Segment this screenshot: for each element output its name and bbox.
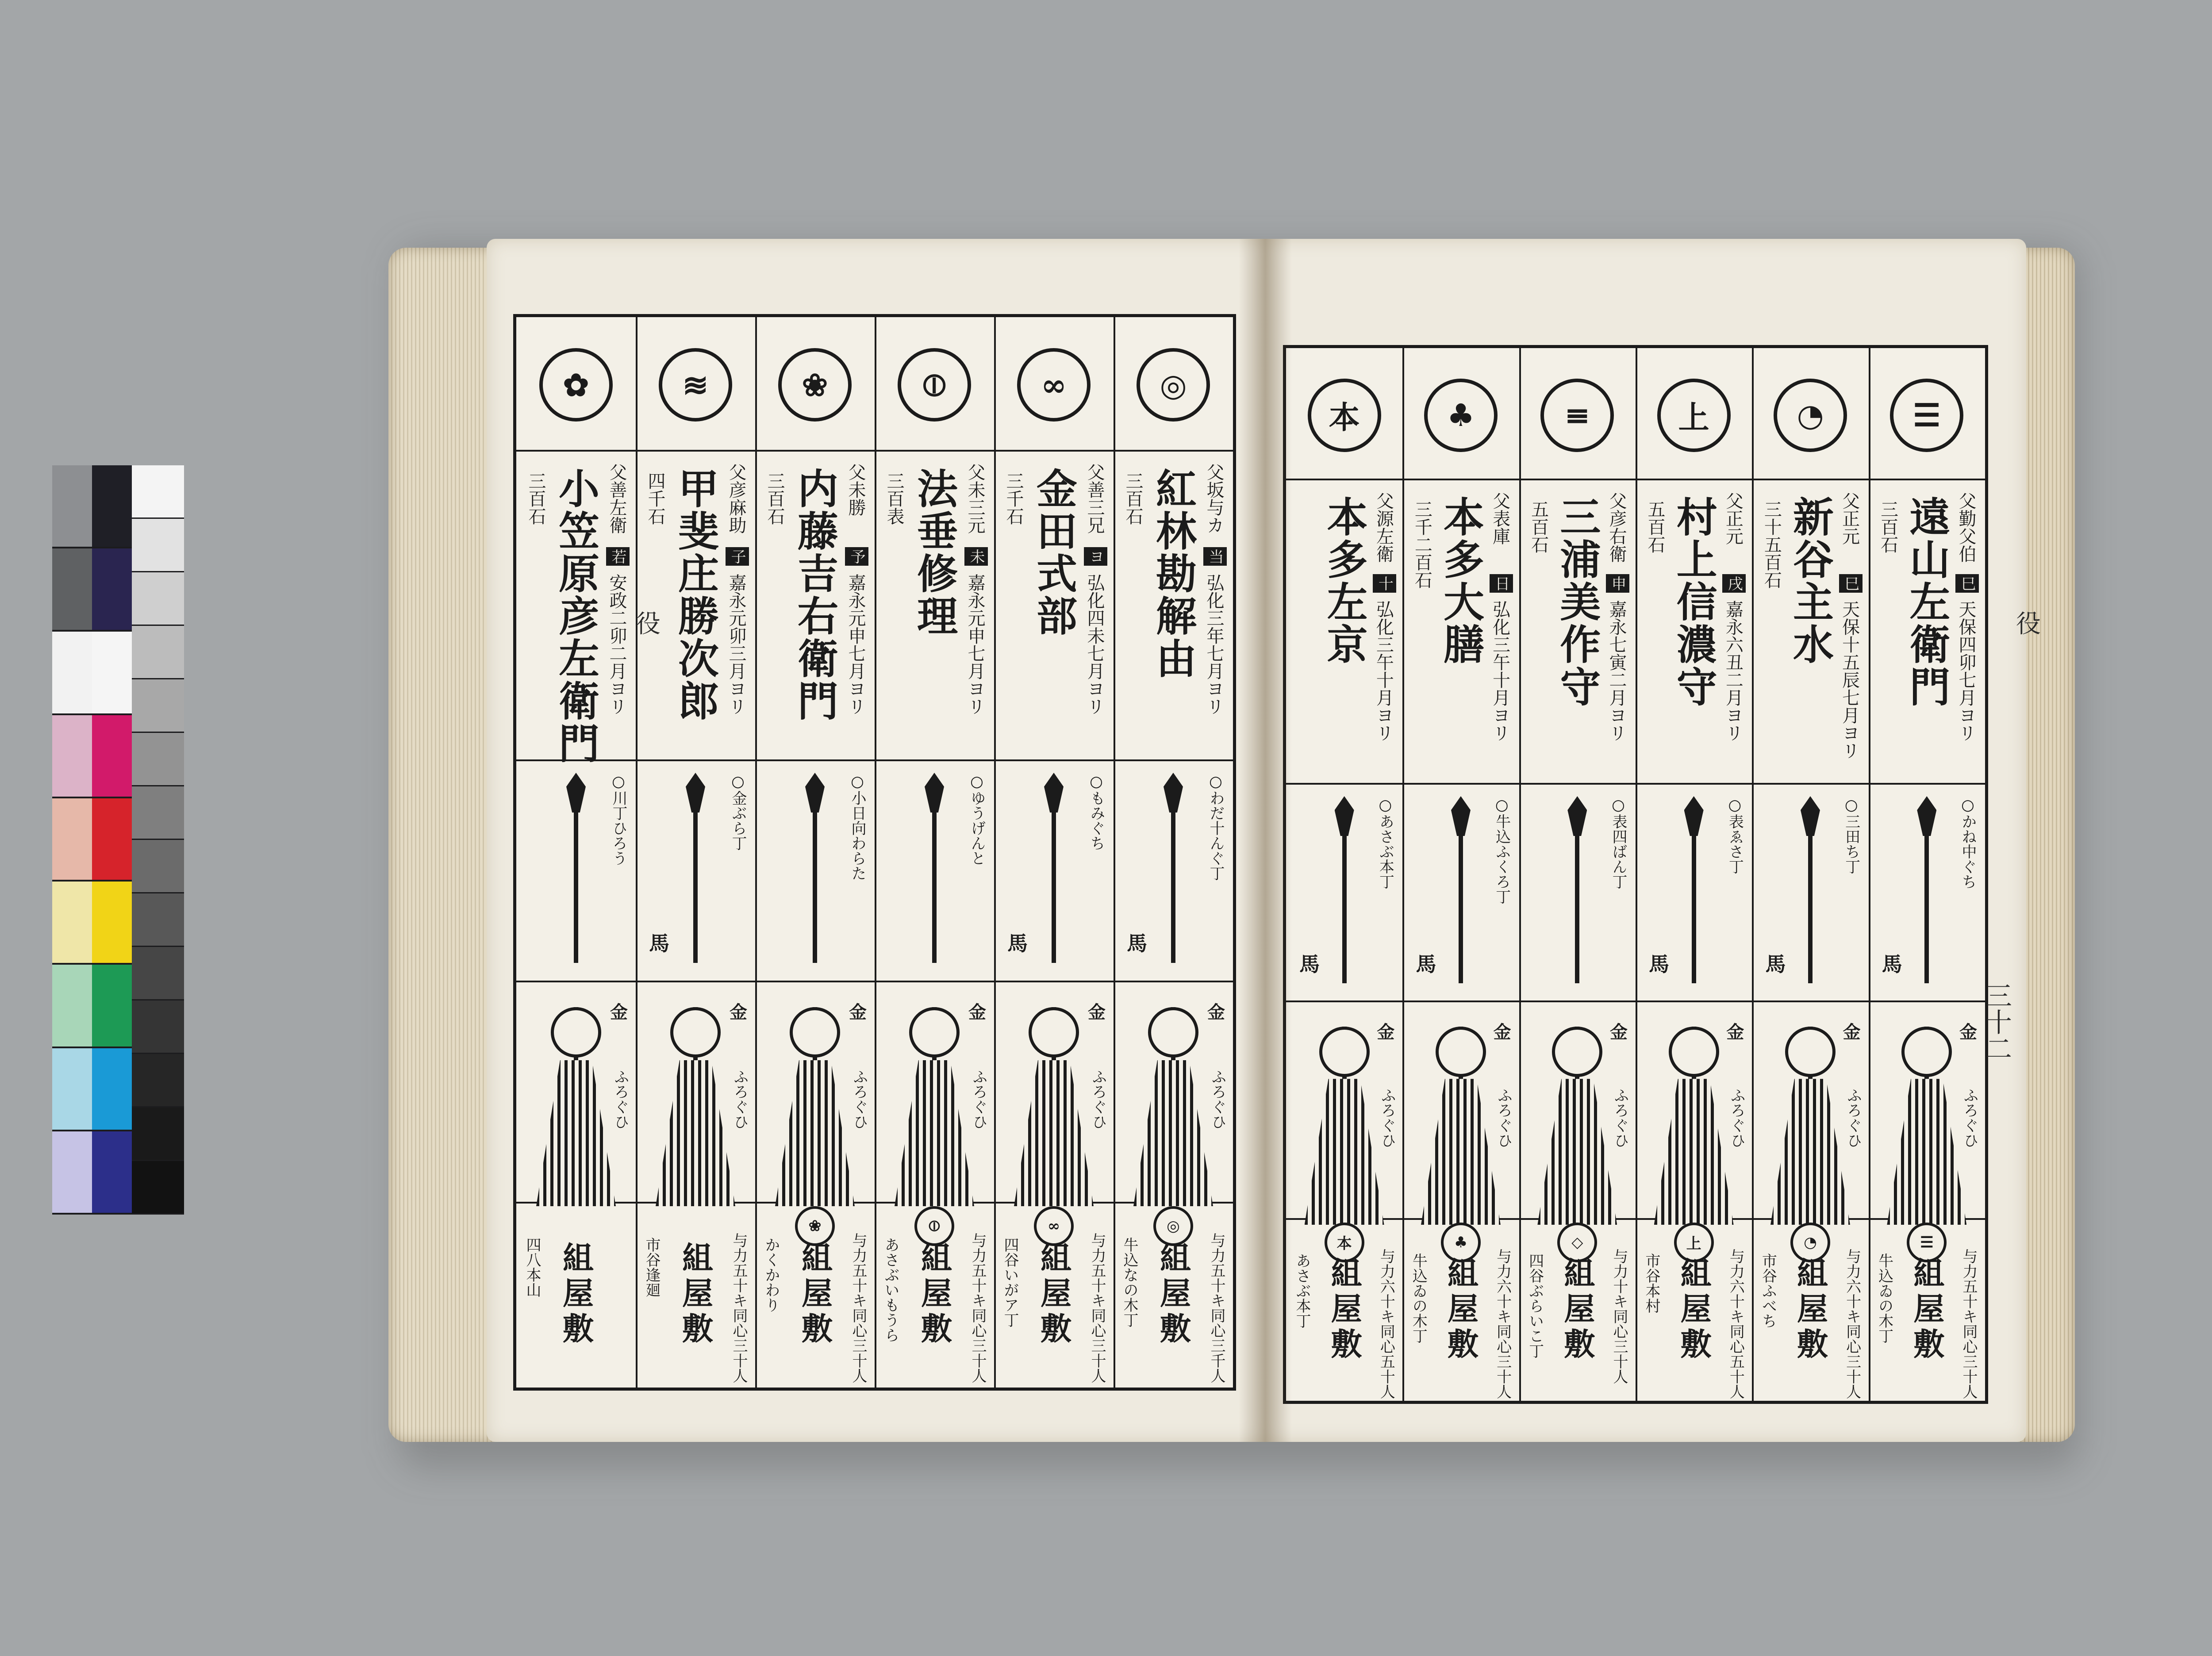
standard-ring-icon bbox=[1785, 1027, 1836, 1077]
spear-note: ○表ゑさ丁 bbox=[1726, 796, 1744, 874]
appointment-date: 弘化四未七月ヨリ bbox=[1084, 574, 1105, 715]
horse-mark: 馬 bbox=[1416, 952, 1436, 977]
small-crest-icon: ◎ bbox=[1153, 1206, 1193, 1246]
appointment-date: 嘉永元申七月ヨリ bbox=[845, 574, 866, 715]
family-crest-icon: ◎ bbox=[1137, 348, 1210, 422]
address-text: 四谷いがア丁 bbox=[1001, 1237, 1019, 1327]
family-crest-icon: 本 bbox=[1308, 379, 1381, 452]
spear-shaft bbox=[574, 795, 578, 963]
small-crest-icon: ☰ bbox=[1907, 1223, 1947, 1262]
entry-column bbox=[1114, 317, 1233, 1388]
official-name: 遠山左衛門 bbox=[1903, 496, 1951, 709]
color-checker-strip bbox=[52, 465, 184, 1215]
stipend-text: 三百石 bbox=[526, 472, 546, 525]
spear-note: ○小日向わらた bbox=[849, 773, 866, 881]
spear-note: ○牛込ふくろ丁 bbox=[1493, 796, 1511, 904]
spear-head-icon bbox=[1684, 796, 1704, 836]
family-crest-icon: ≡ bbox=[1540, 379, 1614, 452]
tassel-icon bbox=[775, 1060, 855, 1206]
checker-patch bbox=[52, 715, 92, 797]
spear-head-icon bbox=[1917, 796, 1936, 836]
checker-patch bbox=[92, 1048, 132, 1130]
kumi-yashiki: 組屋敷 bbox=[916, 1242, 953, 1348]
standard-ring-icon bbox=[1436, 1027, 1486, 1077]
tassel-icon bbox=[895, 1060, 974, 1206]
zodiac-tag: 巳 bbox=[1839, 574, 1863, 593]
spear-head-icon bbox=[566, 773, 586, 813]
zodiac-tag: 巳 bbox=[1955, 574, 1979, 593]
spear-head-icon bbox=[1044, 773, 1064, 813]
standard-ring-icon bbox=[1669, 1027, 1719, 1077]
tassel-icon bbox=[1305, 1079, 1384, 1225]
entry-column bbox=[1519, 348, 1636, 1401]
kumi-yashiki: 組屋敷 bbox=[1442, 1257, 1479, 1364]
checker-patch bbox=[52, 1131, 92, 1213]
father-text: 父勤父伯 bbox=[1955, 491, 1976, 563]
entry-column bbox=[1869, 348, 1985, 1401]
gold-mark: 金 bbox=[1843, 1021, 1861, 1043]
horse-mark: 馬 bbox=[1007, 932, 1028, 955]
spear-shaft bbox=[1459, 818, 1463, 983]
family-crest-icon: ☰ bbox=[1890, 379, 1963, 452]
spear-head-icon bbox=[1451, 796, 1471, 836]
tassel-icon bbox=[1421, 1079, 1501, 1225]
father-text: 父坂与カ bbox=[1204, 463, 1224, 534]
gray-step-patch bbox=[132, 465, 184, 518]
zodiac-tag: ヨ bbox=[1084, 547, 1107, 566]
small-crest-icon: ⦶ bbox=[914, 1206, 954, 1246]
gray-step-patch bbox=[132, 840, 184, 892]
gray-step-patch bbox=[132, 1000, 184, 1053]
right-page-frame bbox=[1283, 345, 1988, 1404]
book-gutter bbox=[1239, 239, 1292, 1442]
kumi-yashiki: 組屋敷 bbox=[1559, 1257, 1596, 1364]
tassel-icon bbox=[1770, 1079, 1850, 1225]
left-page-edges bbox=[388, 248, 499, 1442]
entry-column bbox=[1636, 348, 1752, 1401]
personnel-quota: 与力五十キ同心三千人 bbox=[1208, 1233, 1225, 1383]
stipend-text: 三千二百石 bbox=[1412, 500, 1432, 589]
spear-note: ○かね中ぐち bbox=[1959, 796, 1977, 889]
personnel-quota: 与力五十キ同心三十人 bbox=[849, 1233, 867, 1383]
standard-ring-icon bbox=[1029, 1007, 1079, 1058]
checker-patch bbox=[92, 465, 132, 547]
gray-step-patch bbox=[132, 733, 184, 785]
gold-mark: 金 bbox=[1493, 1021, 1511, 1043]
checker-patch bbox=[92, 715, 132, 797]
kumi-yashiki: 組屋敷 bbox=[1675, 1257, 1713, 1364]
small-crest-icon: 上 bbox=[1674, 1223, 1714, 1262]
personnel-quota: 与力五十キ同心三十人 bbox=[969, 1233, 987, 1383]
page-number: 三十二 bbox=[1981, 982, 2012, 1062]
gold-mark: 金 bbox=[1207, 1002, 1225, 1023]
official-name: 村上信濃守 bbox=[1670, 496, 1718, 709]
kumi-yashiki: 組屋敷 bbox=[677, 1242, 714, 1348]
official-name: 甲斐庄勝次郎 bbox=[672, 468, 719, 722]
gray-step-patch bbox=[132, 572, 184, 625]
spear-shaft bbox=[813, 795, 817, 963]
stipend-text: 三百石 bbox=[764, 472, 785, 525]
entry-column bbox=[1286, 348, 1402, 1401]
father-text: 父彦麻助 bbox=[726, 463, 746, 534]
father-text: 父表庫 bbox=[1490, 491, 1510, 545]
family-crest-icon: ❀ bbox=[778, 348, 852, 422]
stipend-text: 三百石 bbox=[1123, 472, 1143, 525]
spear-shaft bbox=[693, 795, 698, 963]
address-text: 牛込ゐの木丁 bbox=[1875, 1253, 1893, 1343]
appointment-date: 嘉永七寅二月ヨリ bbox=[1606, 600, 1627, 742]
small-crest-icon: 本 bbox=[1325, 1223, 1364, 1262]
small-crest-icon: ◔ bbox=[1790, 1223, 1830, 1262]
gold-mark: 金 bbox=[968, 1002, 986, 1023]
personnel-quota: 与力六十キ同心五十人 bbox=[1377, 1248, 1395, 1399]
entry-column bbox=[516, 317, 636, 1388]
family-crest-icon: ⦶ bbox=[898, 348, 971, 422]
father-text: 父正元 bbox=[1723, 491, 1743, 545]
appointment-date: 天保十五辰七月ヨリ bbox=[1839, 600, 1860, 760]
official-name: 内藤吉右衛門 bbox=[791, 468, 839, 722]
stipend-text: 三百石 bbox=[1878, 500, 1898, 554]
gold-mark: 金 bbox=[1088, 1002, 1106, 1023]
personnel-quota: 与力五十キ同心三十人 bbox=[1088, 1233, 1106, 1383]
standard-ring-icon bbox=[1148, 1007, 1198, 1058]
kumi-yashiki: 組屋敷 bbox=[1326, 1257, 1363, 1364]
personnel-quota: 与力五十キ同心三十人 bbox=[1959, 1248, 1978, 1399]
horse-mark: 馬 bbox=[1882, 952, 1902, 977]
right-margin-character: 役 bbox=[2012, 610, 2041, 635]
personnel-quota: 与力六十キ同心五十人 bbox=[1727, 1248, 1745, 1399]
family-crest-icon: ≋ bbox=[659, 348, 732, 422]
spear-shaft bbox=[1924, 818, 1929, 983]
appointment-date: 嘉永元卯三月ヨリ bbox=[726, 574, 746, 715]
small-crest-icon: ∞ bbox=[1034, 1206, 1074, 1246]
spear-shaft bbox=[1171, 795, 1175, 963]
spear-head-icon bbox=[1567, 796, 1587, 836]
father-text: 父未三元 bbox=[965, 463, 985, 534]
address-text: かくかわり bbox=[762, 1237, 780, 1312]
standard-ring-icon bbox=[790, 1007, 840, 1058]
personnel-quota: 与力六十キ同心三十人 bbox=[1494, 1248, 1512, 1399]
standard-ring-icon bbox=[1552, 1027, 1602, 1077]
spear-head-icon bbox=[1335, 796, 1354, 836]
gray-step-patch bbox=[132, 519, 184, 571]
gray-step-patch bbox=[132, 1108, 184, 1160]
stipend-text: 五百石 bbox=[1528, 500, 1549, 554]
gold-mark: 金 bbox=[1959, 1021, 1977, 1043]
father-text: 父善三兄 bbox=[1084, 463, 1105, 534]
right-page bbox=[1265, 239, 2026, 1442]
entry-column bbox=[755, 317, 875, 1388]
father-text: 父未勝 bbox=[845, 463, 866, 516]
checker-patch bbox=[52, 798, 92, 880]
official-name: 法垂修理 bbox=[910, 468, 958, 637]
checker-patch bbox=[92, 548, 132, 630]
stipend-text: 三千石 bbox=[1003, 472, 1024, 525]
tassel-note: ふろぐひ bbox=[611, 1069, 629, 1129]
official-name: 本多左京 bbox=[1320, 496, 1368, 666]
horse-mark: 馬 bbox=[1299, 952, 1320, 977]
horse-mark: 馬 bbox=[649, 932, 669, 955]
zodiac-tag: 未 bbox=[964, 547, 988, 566]
gold-mark: 金 bbox=[1609, 1021, 1628, 1043]
spear-note: ○ゆうげんと bbox=[968, 773, 986, 866]
kumi-yashiki: 組屋敷 bbox=[1035, 1242, 1072, 1348]
appointment-date: 天保四卯七月ヨリ bbox=[1955, 600, 1976, 742]
standard-ring-icon bbox=[670, 1007, 721, 1058]
tassel-icon bbox=[1654, 1079, 1734, 1225]
gray-step-patch bbox=[132, 626, 184, 678]
checker-patch bbox=[92, 1131, 132, 1213]
checker-patch bbox=[52, 965, 92, 1046]
official-name: 金田式部 bbox=[1030, 468, 1078, 637]
horse-mark: 馬 bbox=[1765, 952, 1786, 977]
kumi-yashiki: 組屋敷 bbox=[557, 1242, 595, 1348]
gold-mark: 金 bbox=[1377, 1021, 1395, 1043]
official-name: 紅林勘解由 bbox=[1149, 468, 1197, 680]
spear-shaft bbox=[1575, 818, 1579, 983]
family-crest-icon: ♣ bbox=[1424, 379, 1498, 452]
spear-shaft bbox=[932, 795, 937, 963]
gray-step-patch bbox=[132, 947, 184, 999]
gray-step-patch bbox=[132, 1054, 184, 1106]
spear-note: ○わだ十んぐ丁 bbox=[1207, 773, 1225, 881]
tassel-note: ふろぐひ bbox=[1728, 1087, 1746, 1148]
entry-column bbox=[994, 317, 1114, 1388]
gold-mark: 金 bbox=[849, 1002, 867, 1023]
small-crest-icon: ❀ bbox=[795, 1206, 835, 1246]
kumi-yashiki: 組屋敷 bbox=[1908, 1257, 1945, 1364]
address-text: 市谷本村 bbox=[1643, 1253, 1660, 1313]
kumi-yashiki: 組屋敷 bbox=[1155, 1242, 1192, 1348]
stipend-text: 四千石 bbox=[645, 472, 665, 525]
entry-column bbox=[1752, 348, 1868, 1401]
appointment-date: 弘化三午十月ヨリ bbox=[1490, 600, 1510, 742]
address-text: あさぶいもうら bbox=[882, 1237, 899, 1342]
tassel-note: ふろぐひ bbox=[1960, 1087, 1978, 1148]
tassel-note: ふろぐひ bbox=[1378, 1087, 1396, 1148]
checker-patch bbox=[52, 882, 92, 963]
horse-mark: 馬 bbox=[1127, 932, 1147, 955]
appointment-date: 弘化三午十月ヨリ bbox=[1373, 600, 1394, 742]
tassel-note: ふろぐひ bbox=[1209, 1069, 1226, 1129]
tassel-note: ふろぐひ bbox=[1611, 1087, 1629, 1148]
tassel-note: ふろぐひ bbox=[1844, 1087, 1862, 1148]
stipend-text: 三十五百石 bbox=[1761, 500, 1782, 589]
gold-mark: 金 bbox=[730, 1002, 747, 1023]
spear-shaft bbox=[1692, 818, 1696, 983]
spear-note: ○川丁ひろう bbox=[610, 773, 627, 866]
address-text: 牛込ゐの木丁 bbox=[1409, 1253, 1428, 1343]
spear-head-icon bbox=[1164, 773, 1183, 813]
checker-patch bbox=[92, 632, 132, 713]
address-text: 市谷ふべち bbox=[1759, 1253, 1777, 1328]
address-text: あさぶ本丁 bbox=[1293, 1253, 1311, 1328]
kumi-yashiki: 組屋敷 bbox=[796, 1242, 833, 1348]
gray-step-patch bbox=[132, 893, 184, 946]
personnel-quota: 与力六十キ同心三十人 bbox=[1843, 1248, 1861, 1399]
left-page bbox=[487, 239, 1265, 1442]
left-margin-character: 役 bbox=[632, 610, 661, 635]
horse-mark: 馬 bbox=[1649, 952, 1669, 977]
family-crest-icon: ∞ bbox=[1017, 348, 1091, 422]
appointment-date: 弘化三年七月ヨリ bbox=[1204, 574, 1224, 715]
checker-patch bbox=[52, 632, 92, 713]
standard-ring-icon bbox=[909, 1007, 960, 1058]
checker-patch bbox=[52, 548, 92, 630]
zodiac-tag: 戌 bbox=[1722, 574, 1746, 593]
small-crest-icon: ◇ bbox=[1557, 1223, 1597, 1262]
gray-step-patch bbox=[132, 679, 184, 732]
zodiac-tag: 当 bbox=[1203, 547, 1227, 566]
standard-ring-icon bbox=[551, 1007, 601, 1058]
address-text: 市谷逢廻 bbox=[643, 1237, 661, 1297]
family-crest-icon: ◔ bbox=[1774, 379, 1847, 452]
zodiac-tag: 予 bbox=[845, 547, 868, 566]
stipend-text: 三百表 bbox=[884, 472, 904, 525]
father-text: 父善左衛 bbox=[607, 463, 627, 534]
spear-note: ○三田ち丁 bbox=[1842, 796, 1860, 874]
checker-patch bbox=[92, 882, 132, 963]
checker-patch bbox=[52, 465, 92, 547]
kumi-yashiki: 組屋敷 bbox=[1792, 1257, 1829, 1364]
spear-shaft bbox=[1342, 818, 1347, 983]
spear-note: ○あさぶ本丁 bbox=[1376, 796, 1394, 889]
checker-patch bbox=[52, 1048, 92, 1130]
family-crest-icon: ✿ bbox=[539, 348, 613, 422]
tassel-icon bbox=[1133, 1060, 1213, 1206]
spear-note: ○金ぶら丁 bbox=[729, 773, 747, 851]
appointment-date: 安政二卯二月ヨリ bbox=[607, 574, 627, 715]
checker-patch bbox=[92, 965, 132, 1046]
tassel-icon bbox=[1014, 1060, 1094, 1206]
father-text: 父源左衛 bbox=[1373, 491, 1394, 563]
address-text: 牛込なの木丁 bbox=[1121, 1237, 1138, 1327]
standard-ring-icon bbox=[1319, 1027, 1370, 1077]
gray-step-patch bbox=[132, 786, 184, 839]
gray-step-patch bbox=[132, 1161, 184, 1213]
zodiac-tag: 日 bbox=[1490, 574, 1513, 593]
spear-head-icon bbox=[686, 773, 705, 813]
tassel-note: ふろぐひ bbox=[970, 1069, 987, 1129]
zodiac-tag: 子 bbox=[726, 547, 749, 566]
left-page-frame bbox=[513, 314, 1236, 1391]
tassel-icon bbox=[656, 1060, 735, 1206]
checker-patch bbox=[92, 798, 132, 880]
family-crest-icon: 上 bbox=[1657, 379, 1731, 452]
tassel-note: ふろぐひ bbox=[1494, 1087, 1513, 1148]
personnel-quota: 与力五十キ同心三十人 bbox=[730, 1233, 748, 1383]
father-text: 父彦右衛 bbox=[1606, 491, 1627, 563]
gold-mark: 金 bbox=[610, 1002, 628, 1023]
entry-column bbox=[636, 317, 755, 1388]
official-name: 小笠原彦左衛門 bbox=[552, 468, 600, 765]
address-text: 四谷ぶらいこ丁 bbox=[1526, 1253, 1544, 1358]
zodiac-tag: 申 bbox=[1606, 574, 1629, 593]
appointment-date: 嘉永六丑二月ヨリ bbox=[1723, 600, 1743, 742]
official-name: 三浦美作守 bbox=[1553, 496, 1601, 709]
tassel-icon bbox=[1887, 1079, 1966, 1225]
father-text: 父正元 bbox=[1839, 491, 1860, 545]
spear-note: ○表四ばん丁 bbox=[1609, 796, 1627, 889]
entry-column bbox=[875, 317, 994, 1388]
tassel-note: ふろぐひ bbox=[1089, 1069, 1107, 1129]
tassel-note: ふろぐひ bbox=[731, 1069, 749, 1129]
zodiac-tag: 若 bbox=[606, 547, 630, 566]
spear-shaft bbox=[1808, 818, 1813, 983]
standard-ring-icon bbox=[1901, 1027, 1952, 1077]
spear-head-icon bbox=[1801, 796, 1820, 836]
personnel-quota: 与力十キ同心三十人 bbox=[1610, 1248, 1628, 1384]
spear-shaft bbox=[1052, 795, 1056, 963]
gold-mark: 金 bbox=[1726, 1021, 1744, 1043]
zodiac-tag: 十 bbox=[1373, 574, 1396, 593]
stipend-text: 五百石 bbox=[1645, 500, 1665, 554]
official-name: 新谷主水 bbox=[1786, 496, 1834, 666]
tassel-note: ふろぐひ bbox=[850, 1069, 868, 1129]
appointment-date: 嘉永元申七月ヨリ bbox=[965, 574, 985, 715]
spear-note: ○もみぐち bbox=[1087, 773, 1105, 851]
tassel-icon bbox=[536, 1060, 616, 1206]
entry-column bbox=[1402, 348, 1519, 1401]
spear-head-icon bbox=[925, 773, 944, 813]
official-name: 本多大膳 bbox=[1436, 496, 1485, 666]
small-crest-icon: ♣ bbox=[1441, 1223, 1481, 1262]
spear-head-icon bbox=[805, 773, 825, 813]
address-text: 四八本山 bbox=[523, 1237, 541, 1297]
tassel-icon bbox=[1537, 1079, 1617, 1225]
